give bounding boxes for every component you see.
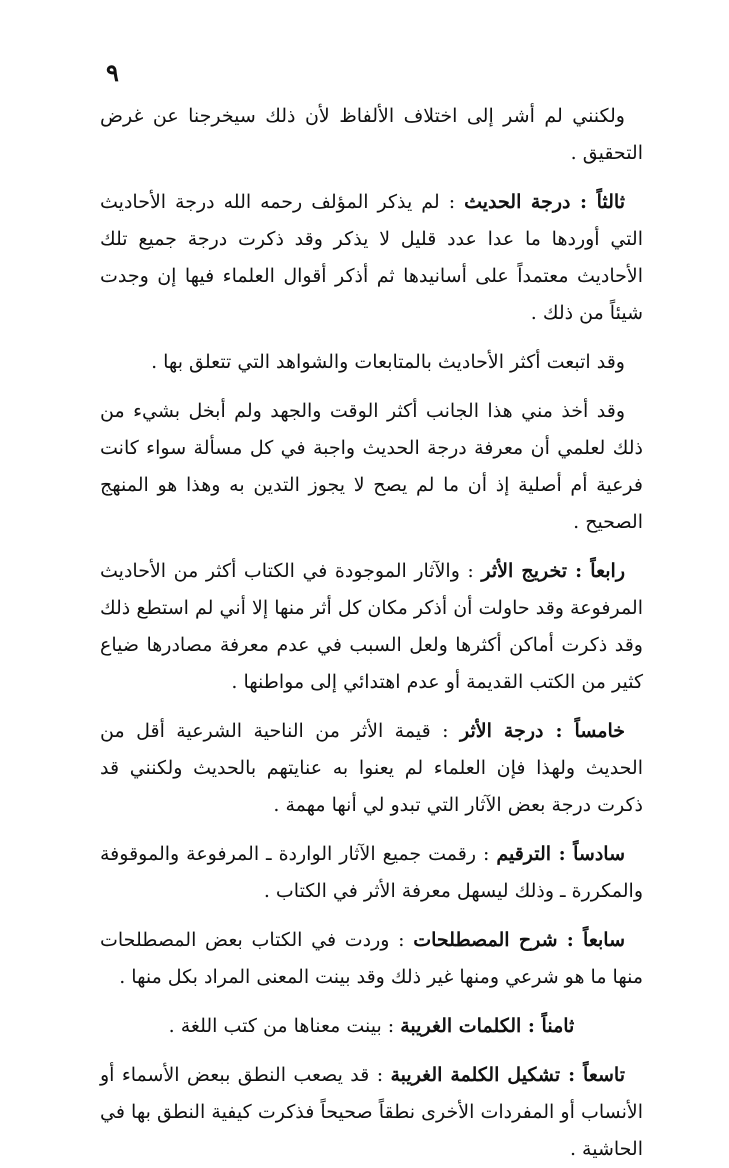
paragraph-text: : وردت في الكتاب بعض المصطلحات منها ما هو شرعي ومنها غير ذلك وقد بينت المعنى المراد بكل منها .: [100, 929, 643, 988]
paragraph-eighth: [100, 1008, 643, 1045]
paragraph-effort: [100, 393, 643, 541]
paragraph-text: : والآثار الموجودة في الكتاب أكثر من الأحاديث المرفوعة وقد حاولت أن أذكر مكان كل أثر منها إلا أني لم استطع ذلك وقد ذكرت أماكن أكثرها ولعل السبب في عدم معرفة مصادرها ضياع كثير من الكتب القديمة أو عدم اهتدائي إلى مواطنها .: [100, 560, 643, 693]
paragraph-text: : قد يصعب النطق ببعض الأسماء أو الأنساب أو المفردات الأخرى نطقاً صحيحاً فذكرت كيفية النطق بها في الحاشية .: [100, 1064, 644, 1160]
page-number: ٩: [106, 58, 119, 87]
paragraph-ninth: [100, 1057, 643, 1168]
paragraph-seventh: [100, 922, 643, 996]
paragraph-text: وقد اتبعت أكثر الأحاديث بالمتابعات والشواهد التي تتعلق بها .: [151, 351, 625, 373]
paragraph-text: ولكنني لم أشر إلى اختلاف الألفاظ لأن ذلك سيخرجنا عن غرض التحقيق .: [100, 105, 643, 164]
paragraph-followups: [100, 344, 643, 381]
section-label: ثالثاً : درجة الحديث: [464, 191, 625, 213]
section-label: خامساً : درجة الأثر: [459, 720, 625, 742]
section-label: تاسعاً : تشكيل الكلمة الغريبة: [390, 1064, 625, 1086]
paragraph-text: : لم يذكر المؤلف رحمه الله درجة الأحاديث التي أوردها ما عدا عدد قليل لا يذكر وقد ذكرت درجة جميع تلك الأحاديث معتمداً على أسانيدها ثم أذكر أقوال العلماء فيها إن وجدت شيئاً من ذلك .: [100, 191, 643, 324]
section-label: ثامناً : الكلمات الغريبة: [400, 1015, 575, 1037]
section-label: رابعاً : تخريج الأثر: [481, 560, 626, 582]
paragraph-sixth: [100, 836, 643, 910]
paragraph-text: وقد أخذ مني هذا الجانب أكثر الوقت والجهد ولم أبخل بشيء من ذلك لعلمي أن معرفة درجة الحديث واجبة في كل مسألة سواء كانت فرعية أم أصلية إذ أن ما لم يصح لا يجوز التدين به وهذا هو المنهج الصحيح .: [100, 400, 643, 533]
paragraph-text: : قيمة الأثر من الناحية الشرعية أقل من الحديث ولهذا فإن العلماء لم يعنوا به عنايتهم بالحديث ولكنني قد ذكرت درجة بعض الآثار التي تبدو لي أنها مهمة .: [100, 720, 643, 816]
paragraph-text: : بينت معناها من كتب اللغة .: [168, 1015, 401, 1037]
paragraph-text: : رقمت جميع الآثار الواردة ـ المرفوعة والموقوفة والمكررة ـ وذلك ليسهل معرفة الأثر في الكتاب .: [100, 843, 643, 902]
section-label: سابعاً : شرح المصطلحات: [413, 929, 625, 951]
paragraph-fourth: [100, 553, 643, 701]
paragraph-fifth: [100, 713, 643, 824]
paragraph-third: [100, 184, 643, 332]
section-label: سادساً : الترقيم: [496, 843, 625, 865]
paragraph-intro: [100, 98, 643, 172]
